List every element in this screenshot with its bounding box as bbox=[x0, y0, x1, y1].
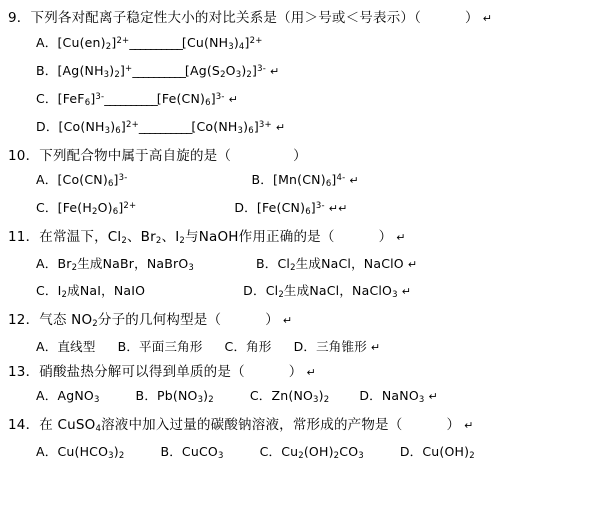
question-stem: 14．在 CuSO$_4$溶液中加入过量的碳酸钠溶液，常形成的产物是（ ） ↵ bbox=[8, 417, 474, 435]
option-item[interactable]: A．AgNO$_3$ B．$Pb(NO_3)_2$ C．$Zn(NO_3)_2$ D．NaNO$_3$ ↵ bbox=[36, 388, 438, 406]
question-stem: 9．下列各对配离子稳定性大小的对比关系是（用＞号或＜号表示）（ ） ↵ bbox=[8, 10, 493, 26]
option-item[interactable]: C．$[Fe(H_2O)_6]^{2+}$ D．$[Fe(CN)_6]^{3-}$ ↵↵ bbox=[36, 199, 348, 217]
question-block-10 bbox=[6, 146, 594, 222]
option-item[interactable]: B．$[Ag(NH_3)_2]^+\_\_\_\_\_\_\_\_\_\_[Ag(S_2O_3)_2]^{3-}$ ↵ bbox=[36, 62, 280, 80]
option-item[interactable]: A．$[Cu(en)_2]^{2+}\_\_\_\_\_\_\_\_\_\_[Cu(NH_3)_4]^{2+}$ bbox=[36, 34, 263, 52]
option-item[interactable]: A．直线型 B．平面三角形 C．角形 D．三角锥形 ↵ bbox=[36, 339, 381, 355]
option-item[interactable]: C．$I_2$成NaI，NaIO D．$Cl_2$生成NaCl，NaClO$_3$ ↵ bbox=[36, 282, 412, 300]
question-stem: 13．硝酸盐热分解可以得到单质的是（ ） ↵ bbox=[8, 364, 316, 381]
option-item[interactable]: C．$[FeF_6]^{3-}\_\_\_\_\_\_\_\_\_\_[Fe(CN)_6]^{3-}$ ↵ bbox=[36, 90, 239, 108]
question-stem: 12．气态 $NO_2$分子的几何构型是（ ） ↵ bbox=[8, 312, 293, 330]
question-block-14 bbox=[6, 415, 594, 466]
question-stem: 11．在常温下，$Cl_2$、$Br_2$、$I_2$与NaOH作用正确的是（ ） ↵ bbox=[8, 228, 406, 246]
question-stem: 10．下列配合物中属于高自旋的是（ ） bbox=[8, 147, 307, 164]
question-block-13 bbox=[6, 362, 594, 410]
option-item[interactable]: D．$[Co(NH_3)_6]^{2+}\_\_\_\_\_\_\_\_\_\_[Co(NH_3)_6]^{3+}$ ↵ bbox=[36, 118, 286, 136]
question-block-12 bbox=[6, 310, 594, 357]
option-item[interactable]: A．$Cu(HCO_3)_2$ B．CuCO$_3$ C．$Cu_2(OH)_2CO_3$ D．$Cu(OH)_2$ bbox=[36, 444, 475, 462]
question-block-9 bbox=[6, 8, 594, 141]
option-item[interactable]: A．$[Co(CN)_6]^{3-}$ B．$[Mn(CN)_6]^{4-}$ ↵ bbox=[36, 171, 359, 189]
question-block-11 bbox=[6, 227, 594, 305]
option-item[interactable]: A．$Br_2$生成NaBr，NaBrO$_3$ B．$Cl_2$生成NaCl，NaClO ↵ bbox=[36, 255, 418, 273]
